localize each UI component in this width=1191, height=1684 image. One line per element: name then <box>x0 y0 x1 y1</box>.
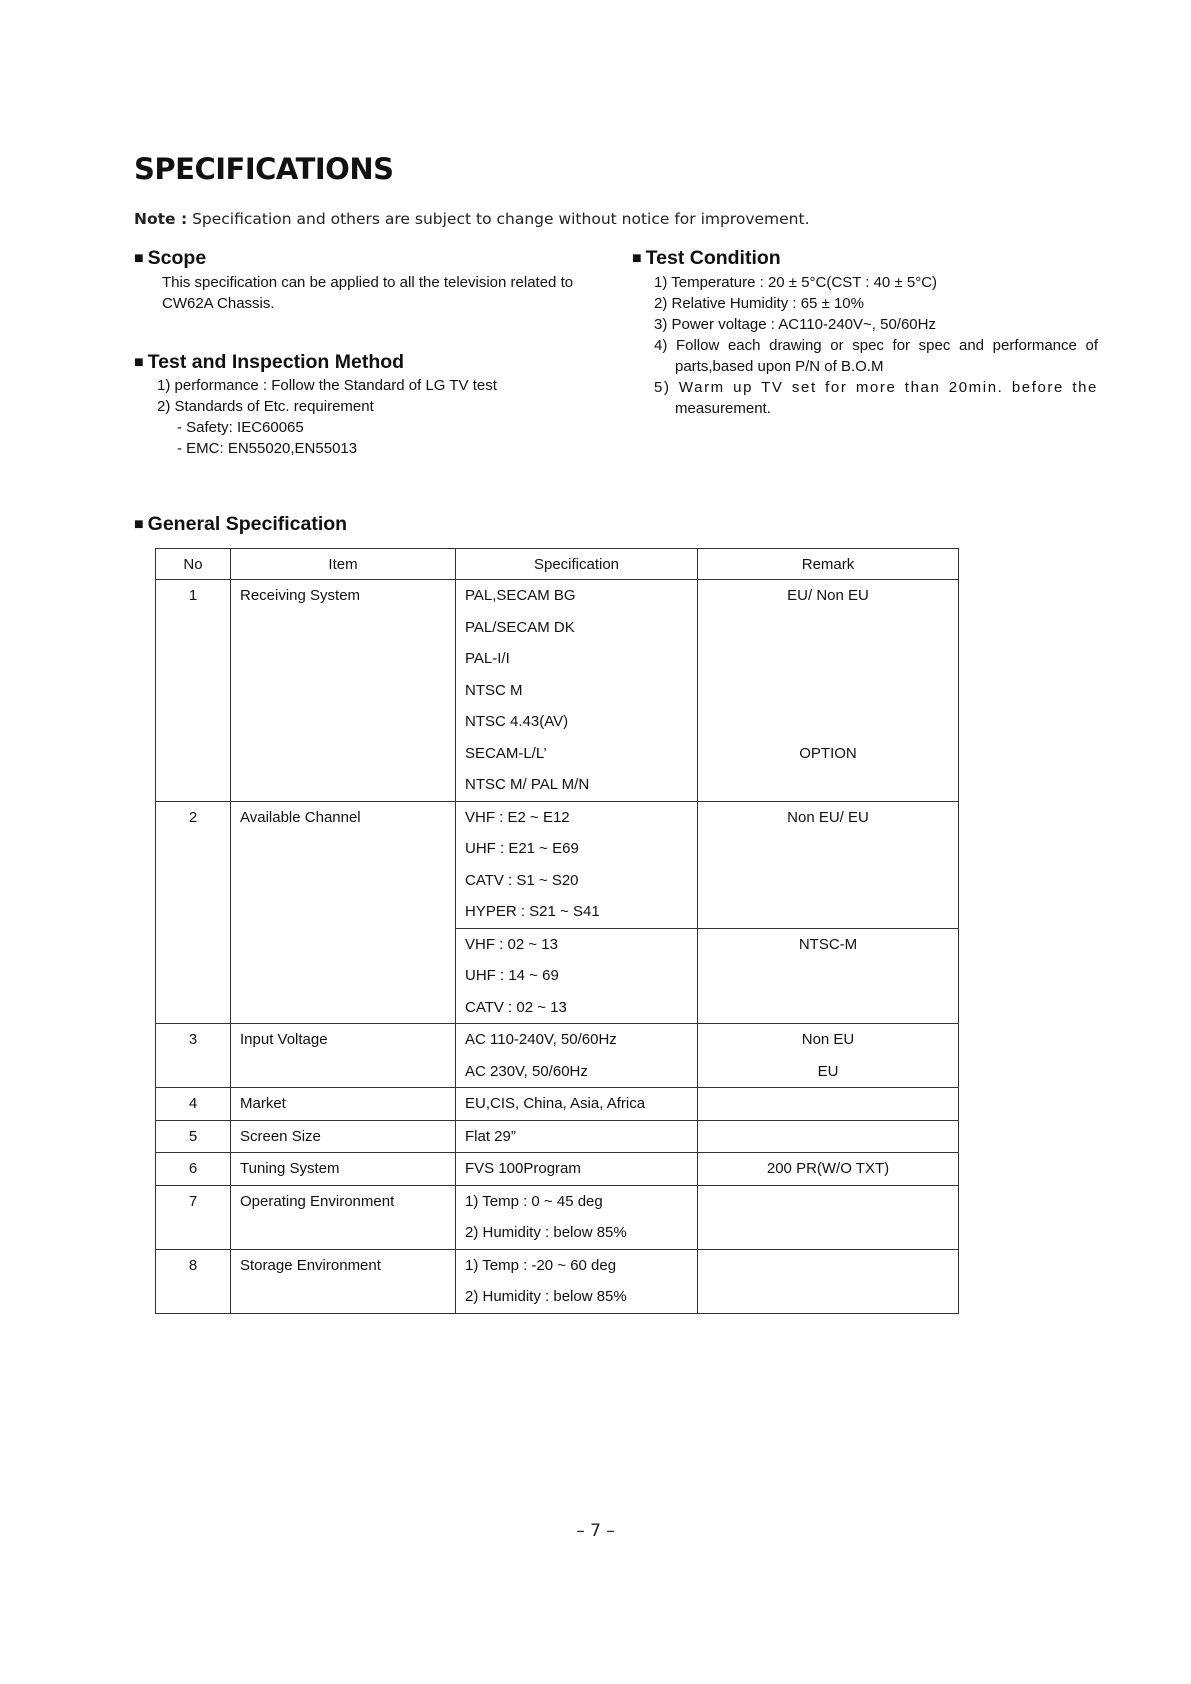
table-row <box>156 1120 959 1153</box>
cell-no <box>156 1249 231 1313</box>
cell-remark <box>698 801 959 928</box>
square-bullet-icon: ■ <box>134 250 144 267</box>
remark-line: OPTION <box>799 744 857 762</box>
cell-remark <box>698 1024 959 1088</box>
spec-line: NTSC 4.43(AV) <box>465 713 569 730</box>
cell-item <box>231 1024 456 1088</box>
cell-no <box>156 1024 231 1088</box>
cell-no <box>156 801 231 1024</box>
cell-specification <box>456 1088 698 1121</box>
remark-line: Non EU <box>801 1031 855 1048</box>
spec-line: PAL,SECAM BG <box>465 587 576 604</box>
cell-remark <box>698 1249 959 1313</box>
remark-line: Non EU/ EU <box>787 808 869 826</box>
note <box>134 210 810 228</box>
cell-text: 6 <box>188 1160 198 1177</box>
cell-no <box>156 580 231 802</box>
cell-item <box>231 580 456 802</box>
square-bullet-icon: ■ <box>632 250 642 267</box>
cell-specification <box>456 1120 698 1153</box>
remark-line: EU <box>817 1062 839 1080</box>
cell-specification <box>456 1249 698 1313</box>
remark-line <box>698 1088 958 1120</box>
cell-remark <box>698 1153 959 1186</box>
spec-line: HYPER : S21 ~ S41 <box>465 903 600 920</box>
cell-text: 3 <box>188 1031 198 1048</box>
test-inspection-list <box>157 375 497 459</box>
table-body <box>156 580 959 1314</box>
spec-line: AC 230V, 50/60Hz <box>465 1062 588 1080</box>
remark-line: 200 PR(W/O TXT) <box>766 1160 890 1177</box>
remark-line: EU/ Non EU <box>787 587 869 604</box>
spec-line: 1) Temp : -20 ~ 60 deg <box>465 1256 617 1274</box>
spec-line: CATV : S1 ~ S20 <box>465 871 579 889</box>
table-row <box>156 1249 959 1313</box>
cell-no <box>156 1185 231 1249</box>
cell-text: Tuning System <box>240 1160 340 1177</box>
note-text: Specification and others are subject to change without notice for improvement. <box>187 210 810 228</box>
cell-remark <box>698 1120 959 1153</box>
cell-no <box>156 1088 231 1121</box>
spec-line: FVS 100Program <box>465 1160 581 1177</box>
spec-line: PAL-I/I <box>465 650 510 667</box>
list-item: 5) Warm up TV set for more than 20min. before the <box>654 379 1098 396</box>
note-label: Note : <box>134 210 188 228</box>
cell-text: Available Channel <box>240 808 361 826</box>
cell-text: 5 <box>188 1127 198 1145</box>
remark-line <box>698 896 958 928</box>
cell-text: 4 <box>188 1095 198 1112</box>
cell-text: 8 <box>188 1256 198 1274</box>
spec-line: UHF : E21 ~ E69 <box>465 840 579 857</box>
remark-line <box>698 1186 958 1218</box>
table-header-row <box>156 549 959 580</box>
remark-line <box>698 769 958 801</box>
cell-remark <box>698 580 959 802</box>
cell-item <box>231 1185 456 1249</box>
cell-no <box>156 1153 231 1186</box>
remark-line <box>698 1217 958 1249</box>
table-row <box>156 1153 959 1186</box>
list-item: measurement. <box>675 400 771 417</box>
list-item: 4) Follow each drawing or spec for spec and performance of <box>654 337 1098 354</box>
cell-item <box>231 1120 456 1153</box>
cell-remark <box>698 928 959 1024</box>
scope-text <box>162 272 600 314</box>
list-item: - Safety: IEC60065 <box>177 419 304 436</box>
cell-text: Screen Size <box>240 1127 321 1145</box>
spec-line: 2) Humidity : below 85% <box>465 1288 627 1305</box>
remark-line <box>698 1121 958 1153</box>
remark-line <box>698 643 958 675</box>
page-number: – 7 – <box>576 1521 615 1541</box>
spec-line: 2) Humidity : below 85% <box>465 1224 627 1241</box>
table-row <box>156 1185 959 1249</box>
column-header-no: No <box>156 549 231 580</box>
cell-no <box>156 1120 231 1153</box>
remark-line <box>698 992 958 1024</box>
cell-item <box>231 801 456 1024</box>
spec-line: VHF : E2 ~ E12 <box>465 808 570 826</box>
spec-line: CATV : 02 ~ 13 <box>465 998 567 1016</box>
cell-item <box>231 1249 456 1313</box>
list-item: 2) Relative Humidity : 65 ± 10% <box>654 295 864 312</box>
scope-heading: ■ Scope <box>134 247 207 269</box>
cell-text: 1 <box>188 587 198 604</box>
cell-text: Storage Environment <box>240 1256 381 1274</box>
list-item: 2) Standards of Etc. requirement <box>157 398 374 415</box>
remark-line <box>698 865 958 897</box>
cell-remark <box>698 1185 959 1249</box>
remark-line <box>698 1281 958 1313</box>
scope-line: CW62A Chassis. <box>162 295 275 312</box>
table-row <box>156 1024 959 1088</box>
page-title: SPECIFICATIONS <box>134 152 394 186</box>
cell-text: Receiving System <box>240 587 361 604</box>
test-inspection-heading: ■ Test and Inspection Method <box>134 351 405 373</box>
square-bullet-icon: ■ <box>134 516 144 533</box>
spec-table <box>155 548 959 1314</box>
remark-line <box>698 612 958 644</box>
test-condition-heading: ■ Test Condition <box>632 247 781 269</box>
cell-text: Input Voltage <box>240 1031 328 1048</box>
list-item: - EMC: EN55020,EN55013 <box>177 440 358 457</box>
table-row <box>156 580 959 802</box>
cell-specification <box>456 928 698 1024</box>
cell-specification <box>456 1153 698 1186</box>
spec-line: NTSC M <box>465 681 523 699</box>
table-row <box>156 1088 959 1121</box>
table-row <box>156 801 959 928</box>
spec-line: SECAM-L/L’ <box>465 744 547 762</box>
scope-line: This specification can be applied to all the television related to <box>162 274 574 291</box>
cell-text: 2 <box>188 808 198 826</box>
remark-line <box>698 675 958 707</box>
cell-specification <box>456 1185 698 1249</box>
spec-line: Flat 29” <box>465 1127 516 1145</box>
spec-line: AC 110-240V, 50/60Hz <box>465 1031 617 1048</box>
remark-line <box>698 1250 958 1282</box>
spec-line: EU,CIS, China, Asia, Africa <box>465 1095 646 1112</box>
remark-line <box>698 960 958 992</box>
remark-line <box>698 706 958 738</box>
column-header-specification: Specification <box>456 549 698 580</box>
list-item: parts,based upon P/N of B.O.M <box>675 358 884 375</box>
list-item: 1) performance : Follow the Standard of LG TV test <box>157 377 497 394</box>
spec-line: VHF : 02 ~ 13 <box>465 935 558 953</box>
cell-text: Market <box>240 1095 286 1112</box>
spec-line: NTSC M/ PAL M/N <box>465 776 590 793</box>
general-spec-heading: ■ General Specification <box>134 513 348 535</box>
cell-text: 7 <box>188 1192 198 1210</box>
spec-line: PAL/SECAM DK <box>465 618 575 636</box>
list-item: 1) Temperature : 20 ± 5°C(CST : 40 ± 5°C) <box>654 274 938 291</box>
cell-text: Operating Environment <box>240 1192 395 1210</box>
square-bullet-icon: ■ <box>134 354 144 371</box>
list-item: 3) Power voltage : AC110-240V~, 50/60Hz <box>654 316 936 333</box>
cell-item <box>231 1153 456 1186</box>
cell-specification <box>456 801 698 928</box>
cell-remark <box>698 1088 959 1121</box>
column-header-remark: Remark <box>698 549 959 580</box>
spec-line: UHF : 14 ~ 69 <box>465 967 559 984</box>
spec-line: 1) Temp : 0 ~ 45 deg <box>465 1192 603 1210</box>
column-header-item: Item <box>231 549 456 580</box>
remark-line: NTSC-M <box>798 935 858 953</box>
cell-specification <box>456 580 698 802</box>
remark-line <box>698 833 958 865</box>
cell-item <box>231 1088 456 1121</box>
cell-specification <box>456 1024 698 1088</box>
test-condition-list <box>654 272 1098 419</box>
